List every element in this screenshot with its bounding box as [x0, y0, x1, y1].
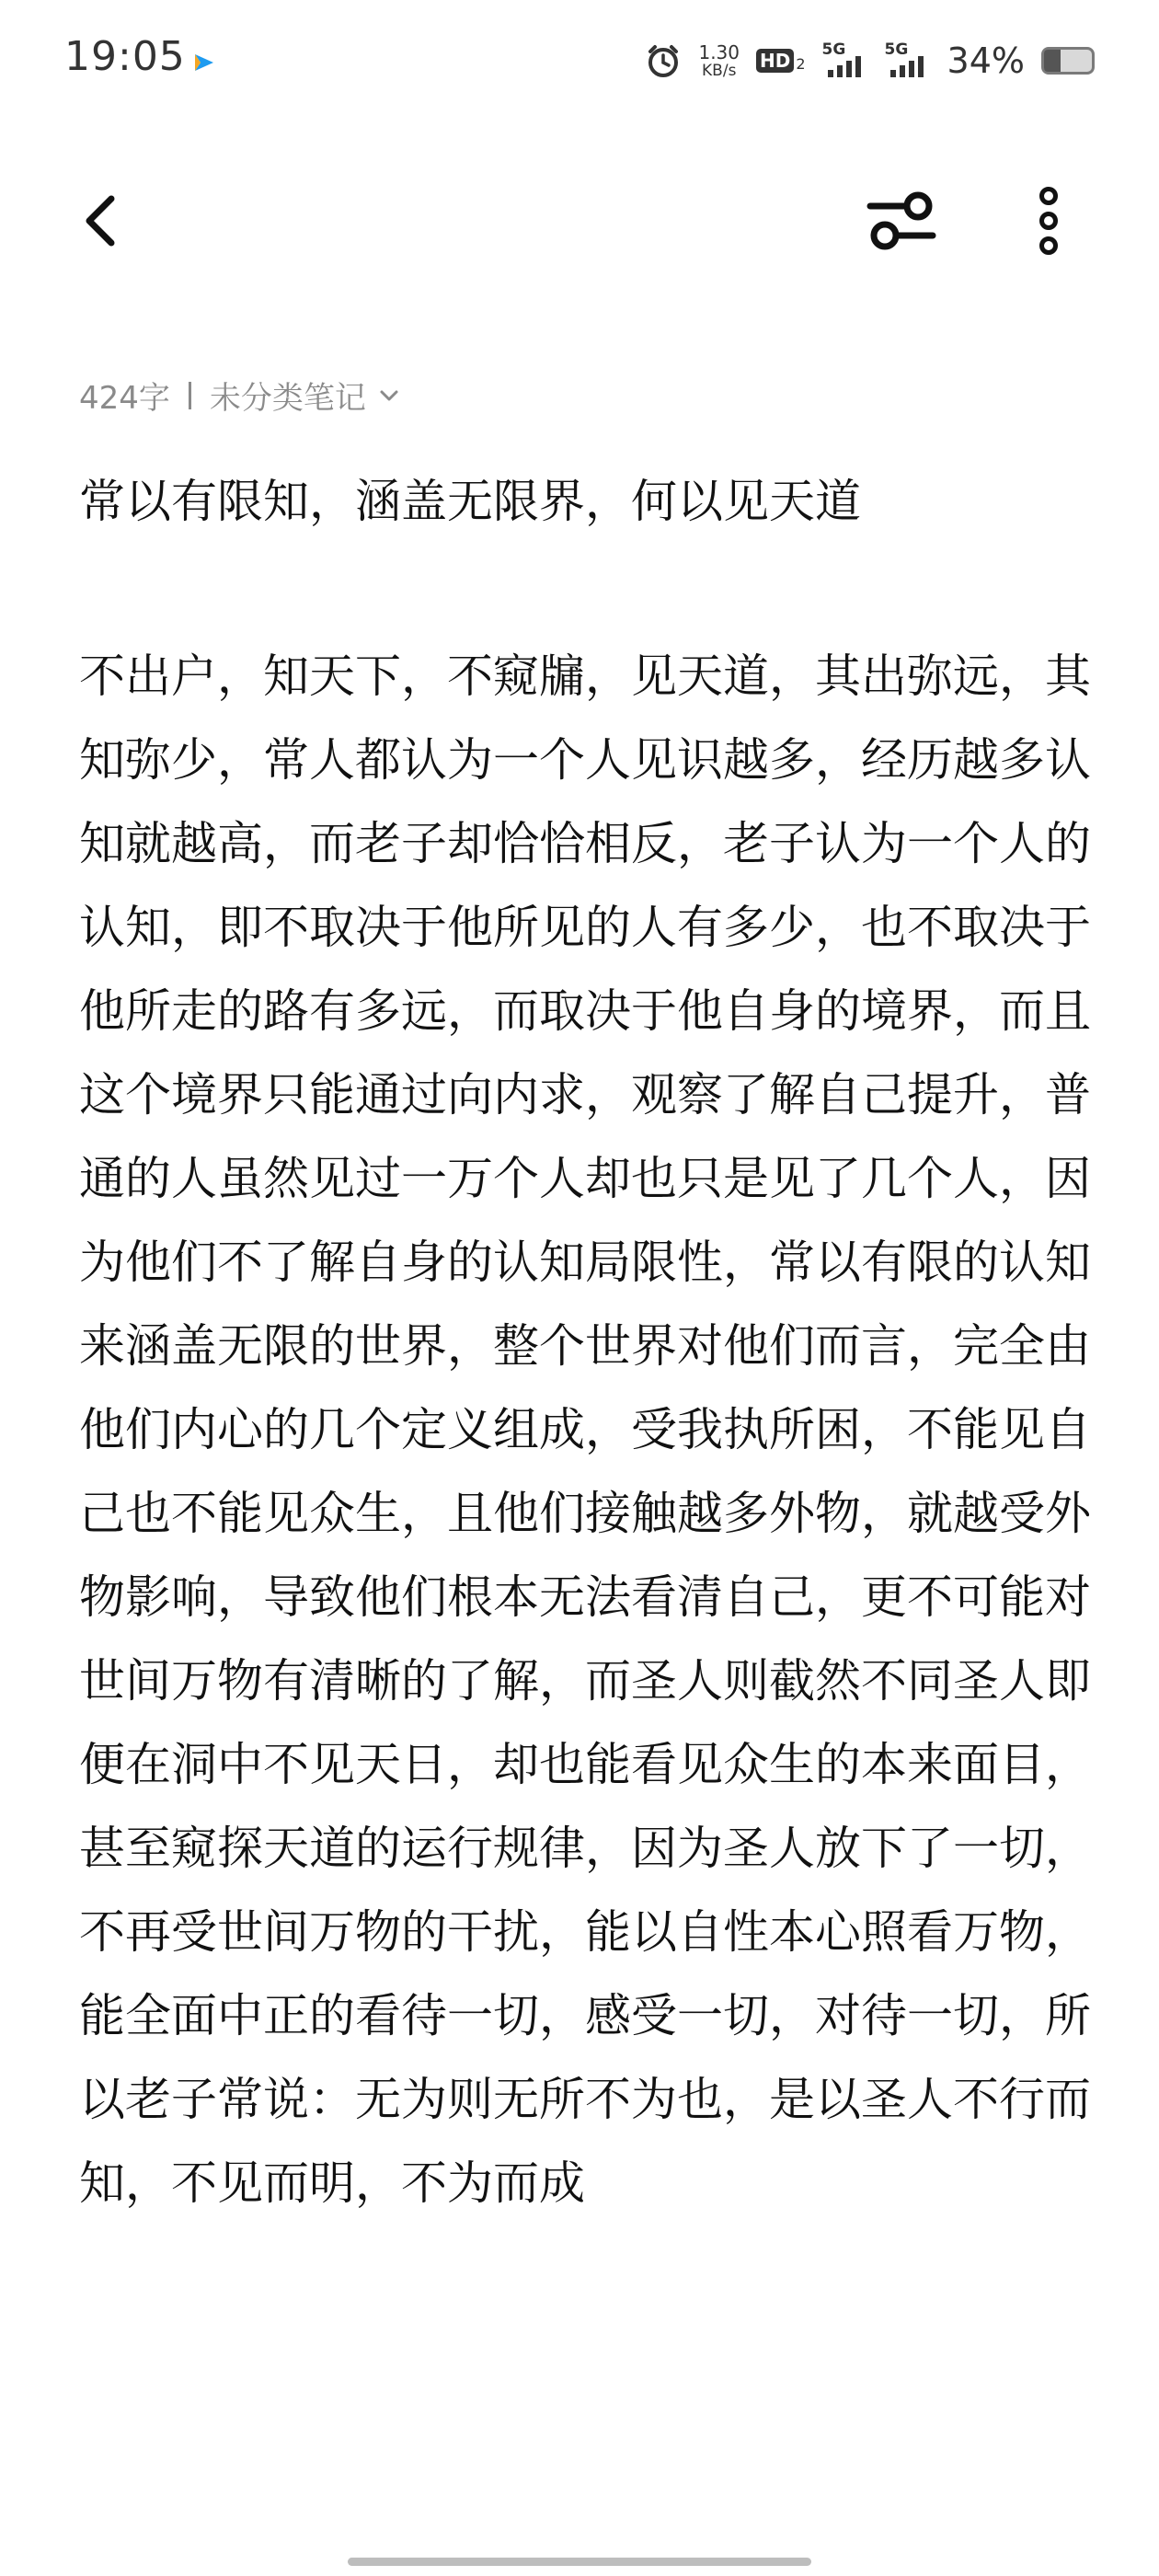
word-count: 424字 [79, 380, 170, 417]
category-selector[interactable] [210, 373, 399, 418]
note-title[interactable]: 常以有限知，涵盖无限界，何以见天道 [79, 475, 861, 528]
alarm-icon [645, 42, 682, 79]
status-indicators [645, 33, 1095, 88]
battery-icon [1041, 47, 1095, 75]
hd-sub: 2 [796, 55, 806, 73]
battery-percent: 34% [947, 40, 1025, 81]
filter-button[interactable] [855, 175, 947, 267]
signal-1-icon [822, 40, 868, 81]
signal-2-label: 5G [884, 40, 909, 59]
more-button[interactable] [1012, 175, 1085, 267]
network-speed-value: 1.30 [698, 40, 740, 63]
signal-2-icon [885, 40, 931, 81]
meta-divider [189, 382, 191, 409]
sliders-icon [865, 186, 938, 256]
battery-fill [1044, 50, 1061, 72]
hd-label: HD [756, 49, 794, 73]
status-bar [0, 0, 1159, 120]
back-button[interactable] [64, 184, 138, 258]
hd-voice-badge [756, 49, 806, 73]
chevron-left-icon [78, 193, 124, 248]
home-indicator[interactable] [348, 2558, 811, 2566]
note-meta [79, 373, 399, 418]
note-body[interactable]: 不出户，知天下，不窥牖，见天道，其出弥远，其知弥少，常人都认为一个人见识越多，经历越多认知就越高，而老子却恰恰相反，老子认为一个人的认知，即不取决于他所见的人有多少，也不取决于他所走的路有多远，而取决于他自身的境界，而且这个境界只能通过向内求，观察了解自己提升，普通的人虽然见过一万个人却也只是见了几个人，因为他们不了解自身的认知局限性，常以有限的认知来涵盖无限的世界，整个世界对他们而言，完全由他们内心的几个定义组成，受我执所困，不能见自己也不能见众生，且他们接触越多外物，就越受外物影响，导致他们根本无法看清自己，更不可能对世间万物有清晰的了解，而圣人则截然不同圣人即便在洞中不见天日，却也能看见众生的本来面目，甚至窥探天道的运行规律，因为圣人放下了一切，不再受世间万物的干扰，能以自性本心照看万物，能全面中正的看待一切，感受一切，对待一切，所以老子常说：无为则无所不为也，是以圣人不行而知，不见而明，不为而成 [79, 650, 1091, 2210]
chevron-down-icon [379, 385, 399, 406]
more-vertical-icon [1035, 187, 1062, 255]
note-toolbar [0, 166, 1159, 276]
status-time: 19:05 [64, 33, 186, 80]
network-speed-unit: KB/s [702, 61, 737, 80]
network-speed [698, 40, 740, 80]
category-label: 未分类笔记 [209, 380, 366, 417]
signal-1-label: 5G [821, 40, 846, 59]
location-arrow-icon [191, 51, 215, 75]
